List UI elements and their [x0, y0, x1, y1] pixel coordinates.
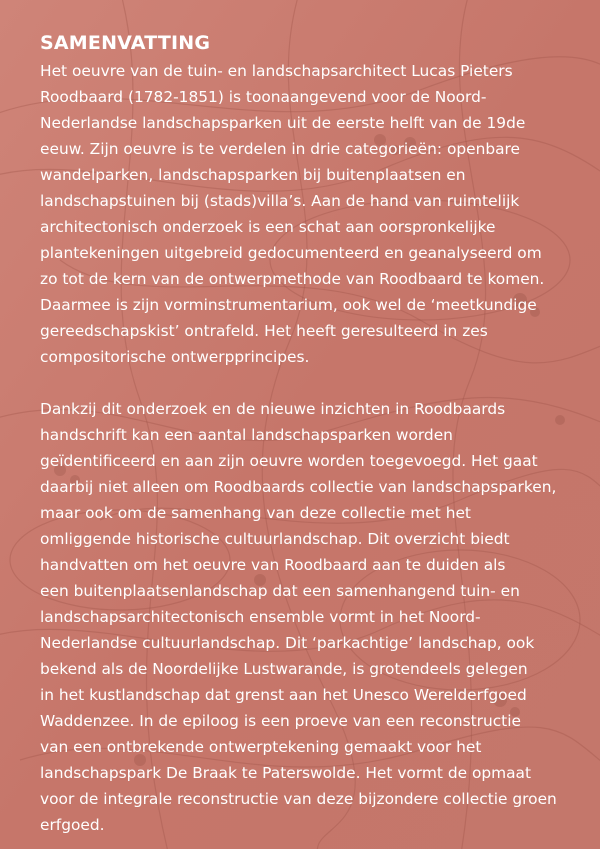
summary-heading: SAMENVATTING: [40, 32, 211, 54]
summary-paragraph-2: Dankzij dit onderzoek en de nieuwe inzichten in Roodbaards handschrift kan een aantal landschapsparken worden geïdentificeerd en aan zijn oeuvre worden toegevoegd. Het gaat daarbij niet alleen om Roodbaards collectie van landschapsparken, maar ook om de samenhang van deze collectie met het omliggende historische cultuurlandschap. Dit overzicht biedt handvatten om het oeuvre van Roodbaard aan te duiden als een buitenplaatsenlandschap dat een samenhangend tuin- en landschapsarchitectonisch ensemble vormt in het Noord- Nederlandse cultuurlandschap. Dit ‘parkachtige’ landschap, ook bekend als de Noordelijke Lustwarande, is grotendeels gelegen in het kustlandschap dat grenst aan het Unesco Werelderfgoed Waddenzee. In de epiloog is een proeve van een reconstructie van een ontbrekende ontwerptekening gemaakt voor het landschapspark De Braak te Paterswolde. Het vormt de opmaat voor de integrale reconstructie van deze bijzondere collectie groen erfgoed.: [40, 400, 557, 834]
paragraph-spacer: [40, 370, 570, 396]
summary-paragraph-1: Het oeuvre van de tuin- en landschapsarchitect Lucas Pieters Roodbaard (1782-1851) is toonaangevend voor de Noord- Nederlandse landschapsparken uit de eerste helft van de 19de eeuw. Zijn oeuvre is te verdelen in drie categorieën: openbare wandelparken, landschapsparken bij buitenplaatsen en landschapstuinen bij (stads)villa’s. Aan de hand van ruimtelijk architectonisch onderzoek is een schat aan oorspronkelijke plantekeningen uitgebreid gedocumenteerd en geanalyseerd om zo tot de kern van de ontwerpmethode van Roodbaard te komen. Daarmee is zijn vorminstrumentarium, ook wel de ‘meetkundige gereedschapskist’ ontrafeld. Het heeft geresulteerd in zes compositorische ontwerpprincipes.: [40, 62, 545, 366]
summary-section: [40, 30, 570, 838]
